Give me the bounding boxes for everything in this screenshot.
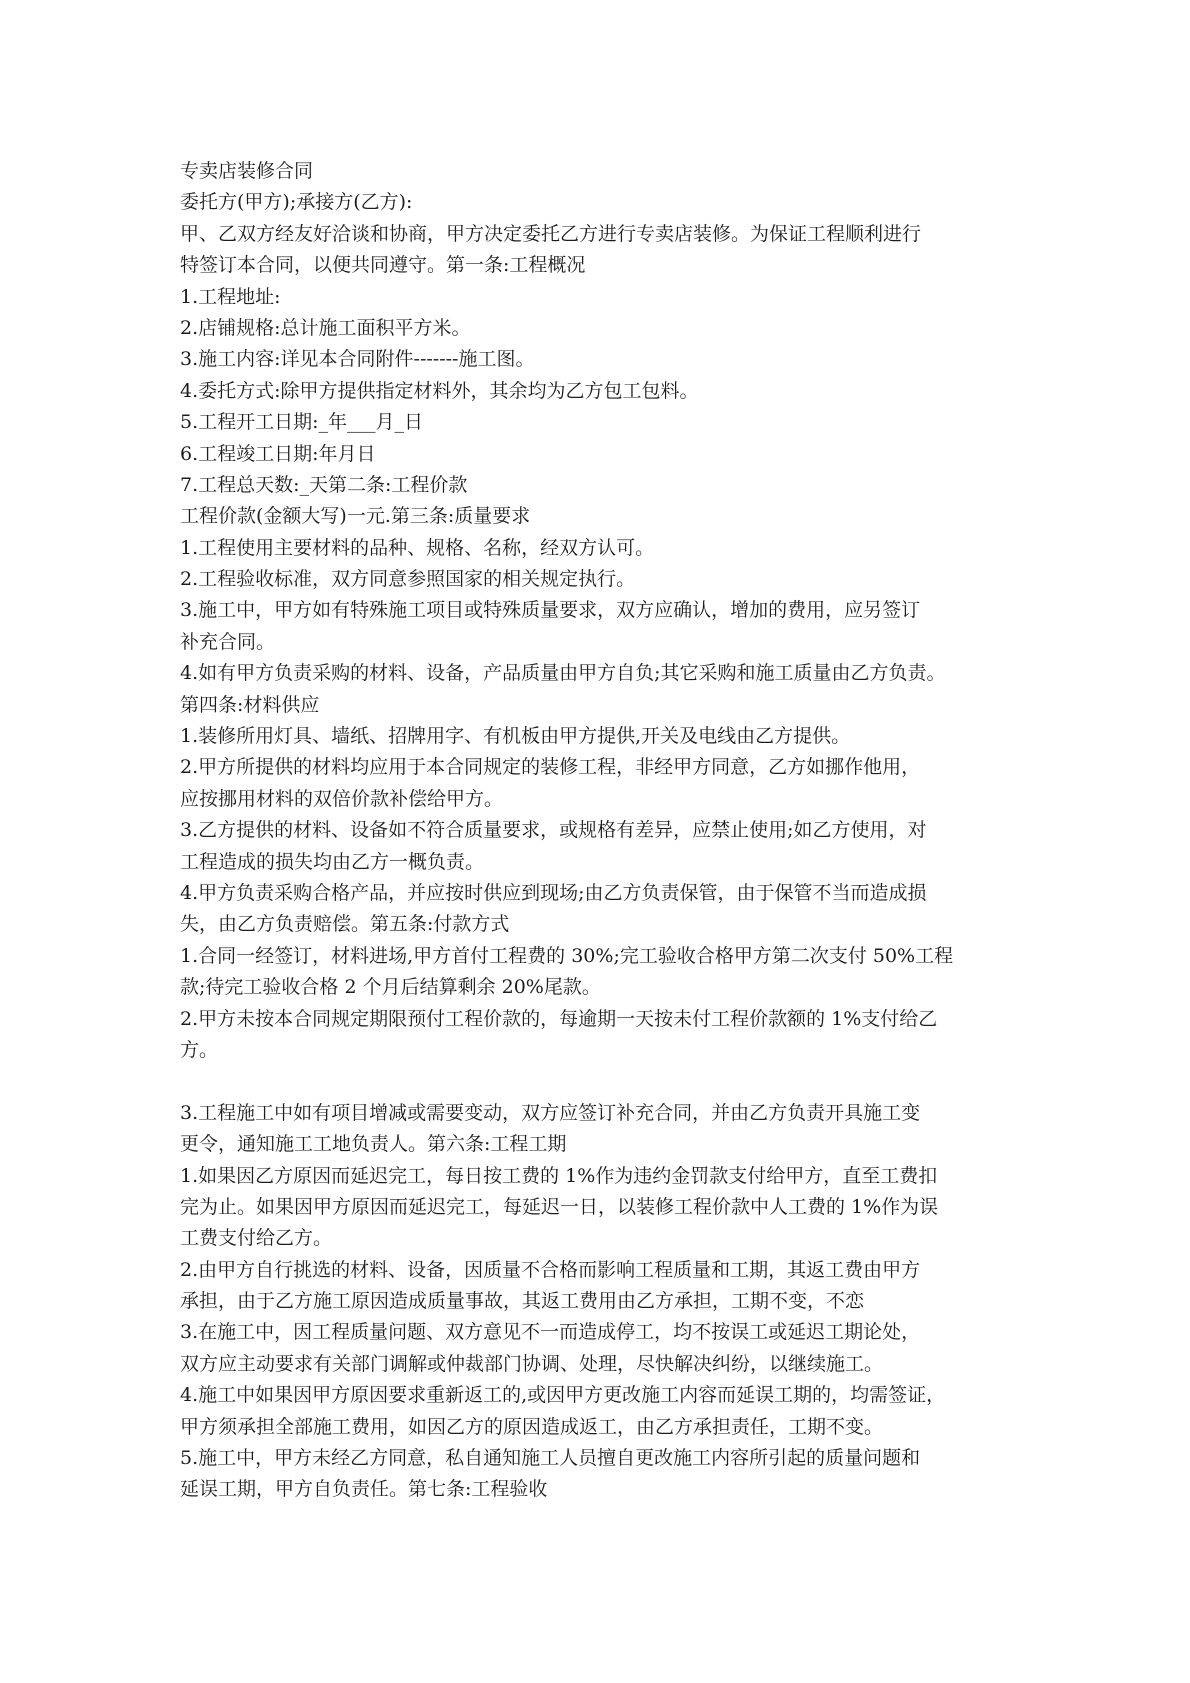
text-line: 更令，通知施工工地负责人。第六条:工程工期 <box>180 1133 567 1156</box>
text-line: 1.工程地址: <box>180 285 281 308</box>
text-line: 双方应主动要求有关部门调解或仲裁部门协调、处理，尽快解决纠纷，以继续施工。 <box>180 1352 884 1375</box>
text-line: 5.施工中，甲方未经乙方同意，私自通知施工人员擅自更改施工内容所引起的质量问题和 <box>180 1447 921 1470</box>
contract-parties: 委托方(甲方);承接方(乙方): <box>180 191 413 214</box>
text-line: 完为止。如果因甲方原因而延迟完工，每延迟一日，以装修工程价款中人工费的 1%作为误 <box>180 1195 939 1218</box>
text-line: 2.甲方未按本合同规定期限预付工程价款的，每逾期一天按未付工程价款额的 1%支付给乙 <box>180 1007 938 1030</box>
text-line: 4.如有甲方负责采购的材料、设备，产品质量由甲方自负;其它采购和施工质量由乙方负责。 <box>180 662 946 685</box>
text-line: 1.如果因乙方原因而延迟完工，每日按工费的 1%作为违约金罚款支付给甲方，直至工费扣 <box>180 1164 938 1187</box>
text-line: 方。 <box>180 1038 219 1061</box>
text-line: 3.在施工中，因工程质量问题、双方意见不一而造成停工，均不按误工或延迟工期论处， <box>180 1321 921 1344</box>
text-line: 4.委托方式:除甲方提供指定材料外，其余均为乙方包工包料。 <box>180 379 699 402</box>
text-line: 4.甲方负责采购合格产品，并应按时供应到现场;由乙方负责保管，由于保管不当而造成损 <box>180 881 927 904</box>
text-line: 1.工程使用主要材料的品种、规格、名称，经双方认可。 <box>180 536 655 559</box>
text-line: 工程价款(金额大写)一元.第三条:质量要求 <box>180 505 531 528</box>
text-line: 2.店铺规格:总计施工面积平方米。 <box>180 316 471 339</box>
text-line: 2.甲方所提供的材料均应用于本合同规定的装修工程，非经甲方同意，乙方如挪作他用， <box>180 756 921 779</box>
blank-line <box>180 1066 1030 1097</box>
text-line: 4.施工中如果因甲方原因要求重新返工的,或因甲方更改施工内容而延误工期的，均需签证， <box>180 1384 946 1407</box>
text-line: 7.工程总天数:_天第二条:工程价款 <box>180 473 468 496</box>
text-line: 6.工程竣工日期:年月日 <box>180 442 376 465</box>
document-body <box>180 156 1030 1506</box>
text-line: 2.由甲方自行挑选的材料、设备，因质量不合格而影响工程质量和工期，其返工费由甲方 <box>180 1258 921 1281</box>
text-line: 款;待完工验收合格 2 个月后结算剩余 20%尾款。 <box>180 976 601 999</box>
text-line: 5.工程开工日期:_年___月_日 <box>180 411 424 434</box>
text-line: 3.施工内容:详见本合同附件-------施工图。 <box>180 348 535 371</box>
document-title: 专卖店装修合同 <box>180 160 314 182</box>
text-line: 承担，由于乙方施工原因造成质量事故，其返工费用由乙方承担，工期不变，不恋 <box>180 1290 865 1313</box>
text-line: 特签订本合同，以便共同遵守。第一条:工程概况 <box>180 254 586 277</box>
text-line: 1.合同一经签订，材料进场,甲方首付工程费的 30%;完工验收合格甲方第二次支付 50%工程 <box>180 944 954 967</box>
text-line: 1.装修所用灯具、墙纸、招牌用字、有机板由甲方提供,开关及电线由乙方提供。 <box>180 725 851 748</box>
text-line: 延误工期，甲方自负责任。第七条:工程验收 <box>180 1478 548 1501</box>
text-line: 失，由乙方负责赔偿。第五条:付款方式 <box>180 913 510 936</box>
text-line: 工费支付给乙方。 <box>180 1227 333 1250</box>
text-line: 3.施工中，甲方如有特殊施工项目或特殊质量要求，双方应确认，增加的费用，应另签订 <box>180 599 921 622</box>
text-line: 应按挪用材料的双倍价款补偿给甲方。 <box>180 787 504 810</box>
text-line: 3.乙方提供的材料、设备如不符合质量要求，或规格有差异，应禁止使用;如乙方使用，对 <box>180 819 927 842</box>
text-line: 3.工程施工中如有项目增减或需要变动，双方应签订补充合同，并由乙方负责开具施工变 <box>180 1101 921 1124</box>
text-line: 补充合同。 <box>180 630 276 653</box>
text-line: 2.工程验收标准，双方同意参照国家的相关规定执行。 <box>180 568 636 591</box>
text-line: 甲、乙双方经友好洽谈和协商，甲方决定委托乙方进行专卖店装修。为保证工程顺利进行 <box>180 222 922 245</box>
text-line: 第四条:材料供应 <box>180 693 320 716</box>
text-line: 工程造成的损失均由乙方一概负责。 <box>180 850 485 873</box>
text-line: 甲方须承担全部施工费用，如因乙方的原因造成返工，由乙方承担责任，工期不变。 <box>180 1415 884 1438</box>
